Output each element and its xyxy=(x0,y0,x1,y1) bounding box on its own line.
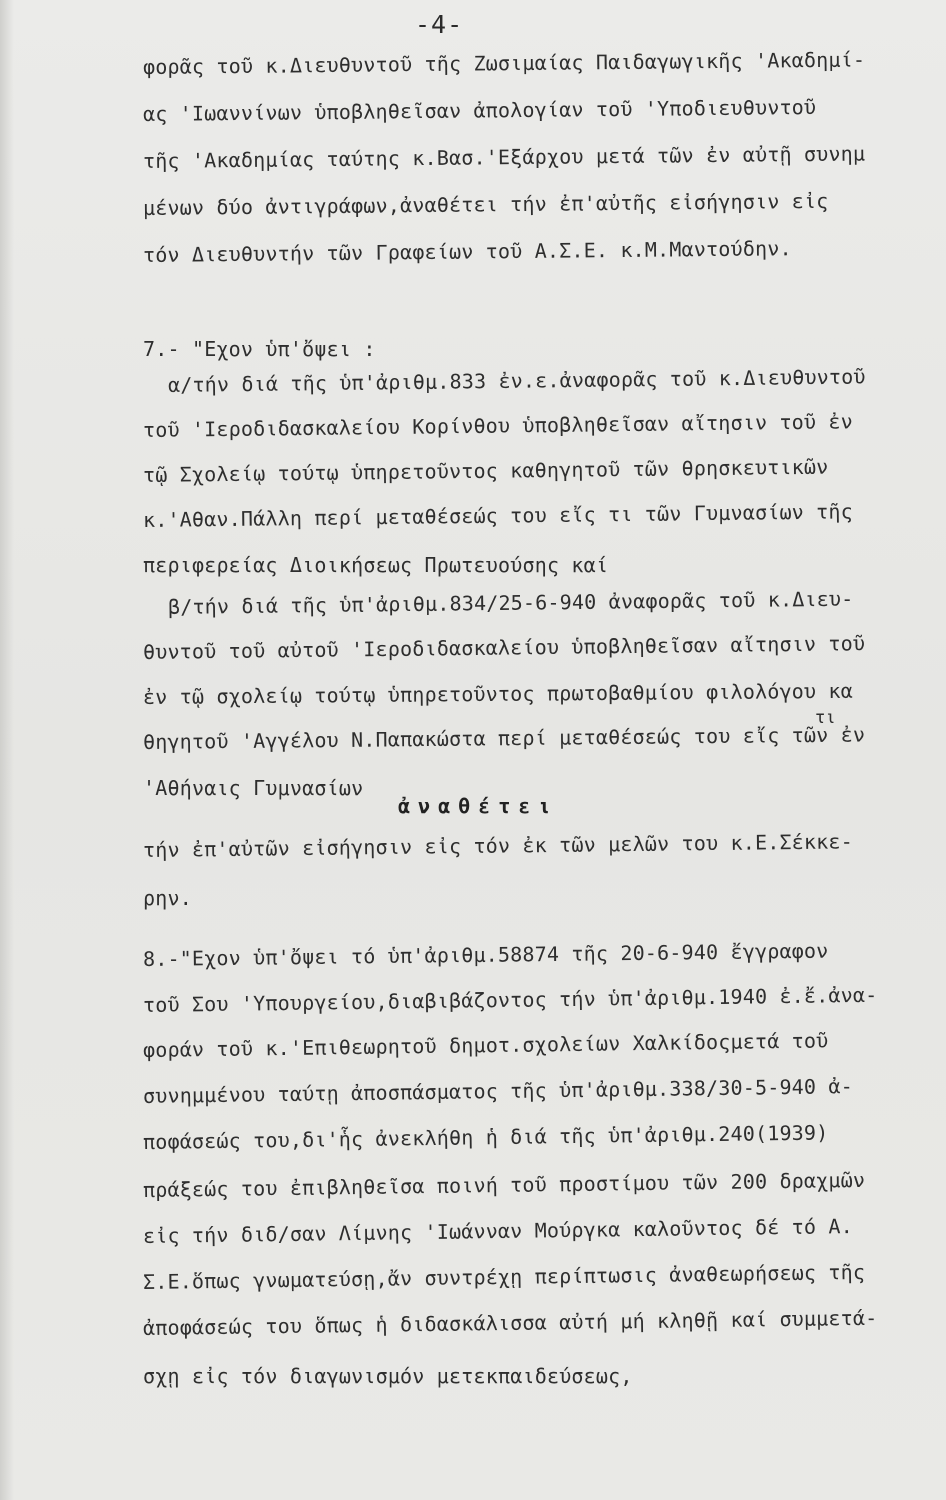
text-line: τοῦ 'Ιεροδιδασκαλείου Κορίνθου ὑποβληθεῖσαν αἴτησιν τοῦ ἐν xyxy=(142,409,854,442)
text-line: τοῦ Σου 'Υπουργείου,διαβιβάζοντος τήν ὑπ'ἀριθμ.1940 ἐ.ἔ.ἀνα- xyxy=(142,982,878,1017)
text-line: 'Αθήναις Γυμνασίων xyxy=(143,776,364,800)
text-line: τῆς 'Ακαδημίας ταύτης κ.Βασ.'Εξάρχου μετά τῶν ἐν αὐτῇ συνημ xyxy=(142,141,866,173)
text-line: ἀποφάσεώς του ὅπως ἡ διδασκάλισσα αὐτή μή κληθῇ καί συμμετά- xyxy=(142,1305,878,1340)
page-number: -4- xyxy=(415,10,464,39)
text-line: ἐν τῷ σχολείῳ τούτῳ ὑπηρετοῦντος πρωτοβαθμίου φιλολόγου κα xyxy=(142,678,854,709)
text-line: ποφάσεώς του,δι'ἧς ἀνεκλήθη ἡ διά τῆς ὑπ'ἀριθμ.240(1939) xyxy=(142,1120,829,1154)
text-line: εἰς τήν διδ/σαν Λίμνης 'Ιωάνναν Μούργκα καλοῦντος δέ τό Α. xyxy=(142,1214,854,1248)
text-line: Σ.Ε.ὅπως γνωματεύσῃ,ἄν συντρέχῃ περίπτωσις ἀναθεωρήσεως τῆς xyxy=(142,1259,866,1294)
text-line: α/τήν διά τῆς ὑπ'ἀριθμ.833 ἐν.ε.ἀναφορᾶς τοῦ κ.Διευθυντοῦ xyxy=(167,364,866,397)
text-line: τόν Διευθυντήν τῶν Γραφείων τοῦ Α.Σ.Ε. κ.Μ.Μαντούδην. xyxy=(142,236,792,267)
text-line: φοράν τοῦ κ.'Επιθεωρητοῦ δημοτ.σχολείων Χαλκίδοςμετά τοῦ xyxy=(142,1028,829,1062)
page-edge-shadow xyxy=(0,0,14,1500)
text-line: σχῃ εἰς τόν διαγωνισμόν μετεκπαιδεύσεως, xyxy=(143,1364,633,1388)
text-line: τῷ Σχολείῳ τούτῳ ὑπηρετοῦντος καθηγητοῦ τῶν θρησκευτικῶν xyxy=(142,454,829,487)
text-line: ρην. xyxy=(143,886,192,910)
spaced-heading: ἀναθέτει xyxy=(398,794,559,818)
item-7-heading: 7.- "Εχον ὑπ'ὄψει : xyxy=(143,337,376,361)
text-line: θυντοῦ τοῦ αὐτοῦ 'Ιεροδιδασκαλείου ὑποβληθεῖσαν αἴτησιν τοῦ xyxy=(142,631,866,664)
text-line: μένων δύο ἀντιγράφων,ἀναθέτει τήν ἐπ'αὐτῆς εἰσήγησιν εἰς xyxy=(142,188,829,220)
text-line: θηγητοῦ 'Αγγέλου Ν.Παπακώστα περί μεταθέσεώς του εἴς τῶν ἐν xyxy=(142,722,866,754)
text-line: συνημμένου ταύτῃ ἀποσπάσματος τῆς ὑπ'ἀριθμ.338/30-5-940 ἀ- xyxy=(142,1074,854,1108)
text-line: κ.'Αθαν.Πάλλη περί μεταθέσεώς του εἴς τι τῶν Γυμνασίων τῆς xyxy=(142,499,854,532)
text-line: ας 'Ιωαννίνων ὑποβληθεῖσαν ἀπολογίαν τοῦ 'Υποδιευθυντοῦ xyxy=(142,94,817,126)
text-line: φορᾶς τοῦ κ.Διευθυντοῦ τῆς Ζωσιμαίας Παιδαγωγικῆς 'Ακαδημί- xyxy=(142,47,866,79)
text-line: β/τήν διά τῆς ὑπ'ἀριθμ.834/25-6-940 ἀναφορᾶς τοῦ κ.Διευ- xyxy=(167,586,854,619)
text-line: περιφερείας Διοικήσεως Πρωτευούσης καί xyxy=(143,553,609,577)
text-line: τήν ἐπ'αὐτῶν εἰσήγησιν εἰς τόν ἐκ τῶν μελῶν του κ.Ε.Σέκκε- xyxy=(142,829,854,862)
item-8-heading: 8.-"Εχον ὑπ'ὄψει τό ὑπ'ἀριθμ.58874 τῆς 20-6-940 ἔγγραφον xyxy=(142,938,829,971)
text-line: πράξεώς του ἐπιβληθεῖσα ποινή τοῦ προστίμου τῶν 200 δραχμῶν xyxy=(142,1167,866,1202)
interlinear-insert: τι xyxy=(815,708,836,728)
